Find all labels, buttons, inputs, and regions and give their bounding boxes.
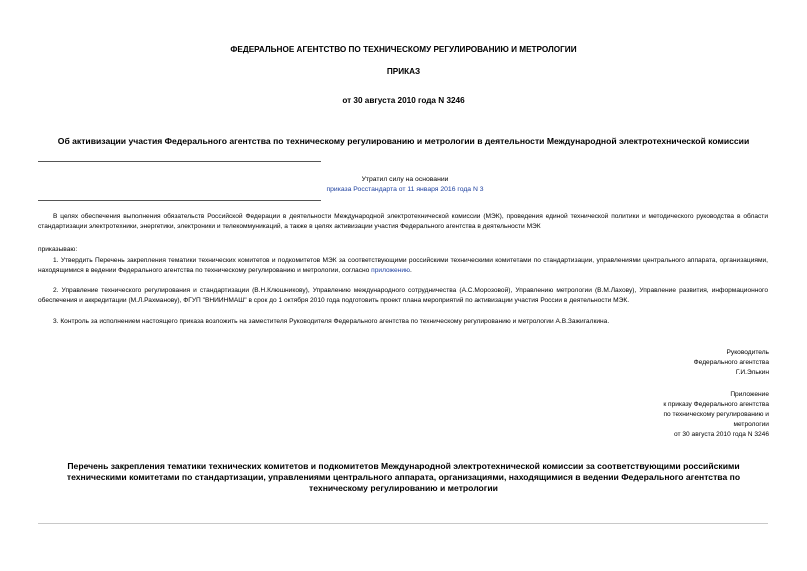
divider-footer	[38, 523, 768, 524]
appendix-ref-line-5: от 30 августа 2010 года N 3246	[674, 431, 769, 438]
appendix-link[interactable]: приложению	[371, 266, 410, 274]
paragraph-item-2: 2. Управление технического регулирования и стандартизации (В.Н.Клюшникову), Управлению международного сотрудничества (А.С.Морозовой), Управлению метрологии (В.М.Лахову), Управление развития, информационного обеспечения и аккредитации (М.Л.Рахманову), ФГУП "ВНИИНМАШ" в срок до 1 октября 2010 года подготовить проект плана мероприятий по активизации участия России в деятельности МЭК.	[38, 287, 768, 304]
paragraph-item-3: 3. Контроль за исполнением настоящего приказа возложить на заместителя Руководителя Федерального агентства по техническому регулированию и метрологии А.В.Зажигалкина.	[53, 318, 610, 325]
signature-agency: Федерального агентства	[693, 359, 769, 366]
appendix-ref-line-3: по техническому регулированию и	[663, 411, 769, 418]
appendix-title: Перечень закрепления тематики технических комитетов и подкомитетов Международной электротехнической комиссии за соответствующими российскими техническими комитетами по стандартизации, управлениями центрального аппарата, организациями, находящимися в ведении Федерального агентства по техническому регулированию и метрологии	[66, 461, 741, 493]
divider-top	[38, 161, 321, 162]
doc-date-number: от 30 августа 2010 года N 3246	[342, 96, 465, 105]
status-text: Утратил силу на основании	[361, 176, 449, 183]
revocation-order-link[interactable]: приказа Росстандарта от 11 января 2016 года N 3	[326, 186, 484, 193]
paragraph-preamble: В целях обеспечения выполнения обязательств Российской Федерации в деятельности Международной электротехнической комиссии (МЭК), проведения единой технической политики и методического руководства в области стандартизации электротехники, энергетики, электроники и телекоммуникаций, а также в целях активизации участия Федерального агентства в деятельности МЭК	[38, 213, 768, 230]
status-link-line	[245, 185, 565, 195]
paragraph-item-1	[38, 256, 768, 276]
paragraph-order-word: приказываю:	[38, 246, 78, 253]
appendix-ref-line-4: метрологии	[733, 421, 769, 428]
appendix-label: Приложение	[730, 391, 769, 398]
item-1-end: .	[409, 266, 412, 274]
agency-heading: ФЕДЕРАЛЬНОЕ АГЕНТСТВО ПО ТЕХНИЧЕСКОМУ РЕГУЛИРОВАНИЮ И МЕТРОЛОГИИ	[230, 45, 577, 54]
appendix-ref-line-2: к приказу Федерального агентства	[663, 401, 769, 408]
document-title: Об активизации участия Федерального агентства по техническому регулированию и метрологии в деятельности Международной электротехнической комиссии	[57, 136, 750, 146]
divider-bottom	[38, 200, 321, 201]
item-1-text: 1. Утвердить Перечень закрепления тематики технических комитетов и подкомитетов МЭК за соответствующими российскими техническими комитетами по стандартизации, управлениями центрального аппарата, организациями, находящимися в ведении Федерального агентства по техническому регулированию и метрологии, согласно	[38, 257, 768, 274]
signature-name: Г.И.Элькин	[735, 369, 769, 376]
signature-position: Руководитель	[726, 349, 769, 356]
doc-type-heading: ПРИКАЗ	[386, 67, 421, 76]
